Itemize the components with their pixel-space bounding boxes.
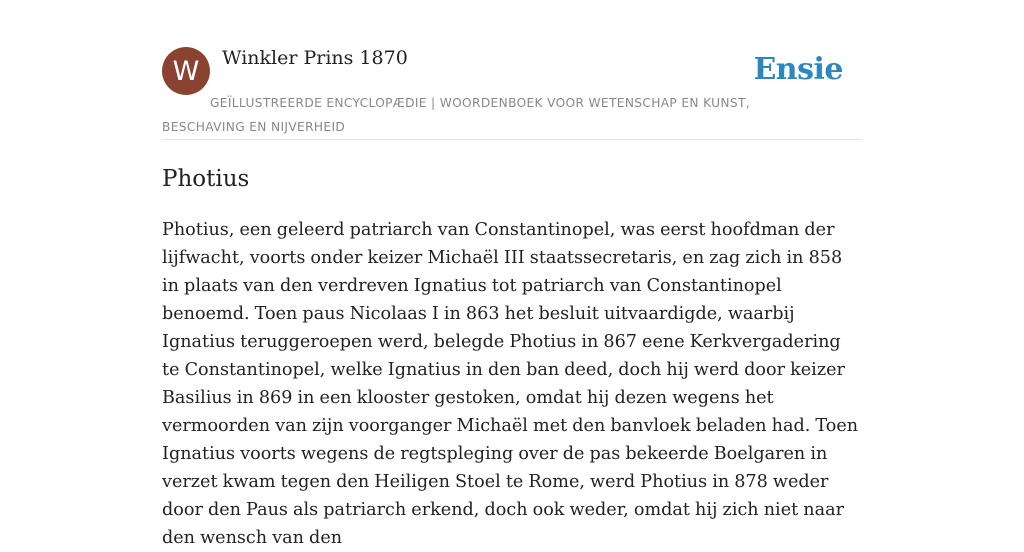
ensie-logo[interactable]: Ensie bbox=[753, 52, 843, 87]
avatar-letter: W bbox=[172, 55, 200, 87]
header-divider bbox=[162, 139, 862, 140]
source-avatar[interactable] bbox=[162, 47, 210, 95]
source-title-link[interactable]: Winkler Prins 1870 bbox=[222, 47, 408, 69]
entry-body: Photius, een geleerd patriarch van Constantinopel, was eerst hoofdman der lijfwacht, voorts onder keizer Michaël III staatssecretaris, en zag zich in 858 in plaats van den verdreven Ignatius tot patriarch van Constantinopel benoemd. Toen paus Nicolaas I in 863 het besluit uitvaardigde, waarbij Ignatius teruggeroepen werd, belegde Photius in 867 eene Kerkvergadering te Constantinopel, welke Ignatius in den ban deed, doch hij werd door keizer Basilius in 869 in een klooster gestoken, omdat hij dezen wegens het vermoorden van zijn voorganger Michaël met den banvloek beladen had. Toen Ignatius voorts wegens de regtspleging over de pas bekeerde Boelgaren in verzet kwam tegen den Heiligen Stoel te Rome, werd Photius in 878 weder door den Paus als patriarch erkend, doch ook weder, omdat hij zich niet naar den wensch van den bbox=[162, 220, 859, 548]
source-subtitle: GEÏLLUSTREERDE ENCYCLOPÆDIE | WOORDENBOEK VOOR WETENSCHAP EN KUNST, BESCHAVING EN NIJVERHEID bbox=[162, 96, 750, 134]
entry-title: Photius bbox=[162, 166, 250, 192]
